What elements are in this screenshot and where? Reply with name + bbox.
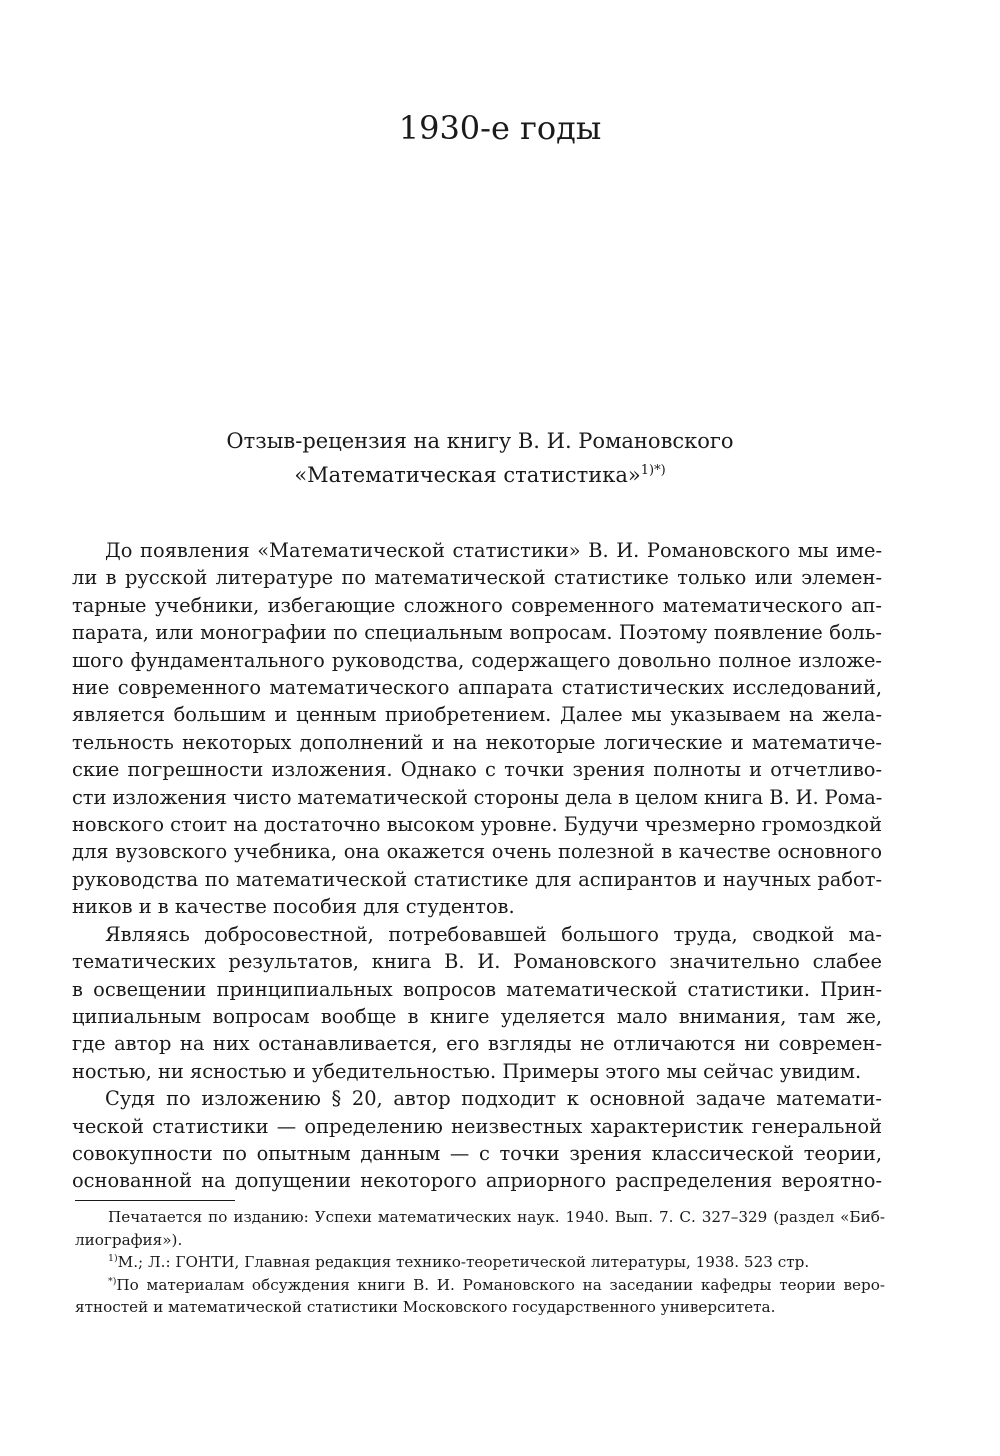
section-title: 1930-е годы: [398, 109, 602, 147]
text-line: основанной на допущении некоторого априорного распределения вероятно-: [72, 1169, 882, 1193]
text-line: совокупности по опытным данным — с точки зрения классической теории,: [72, 1141, 882, 1165]
footnote-line: [75, 1274, 885, 1297]
footnote-source: [75, 1206, 885, 1251]
text-line: парата, или монографии по специальным вопросам. Поэтому появление боль-: [72, 621, 882, 645]
article-title: [100, 424, 860, 492]
article-title-line-1: Отзыв-рецензия на книгу В. И. Романовского: [226, 429, 734, 453]
text-line: ностью, ни ясностью и убедительностью. Примеры этого мы сейчас увидим.: [72, 1059, 862, 1083]
text-line: ников и в качестве пособия для студентов.: [72, 895, 515, 919]
article-body: [72, 537, 882, 1195]
text-line: для вузовского учебника, она окажется очень полезной в качестве основного: [72, 840, 882, 864]
article-title-line-2: [100, 458, 860, 492]
paragraph: [72, 921, 882, 1085]
footnote-text: По материалам обсуждения книги В. И. Романовского на заседании кафедры теории веро-: [116, 1275, 885, 1294]
footnote-line: ятностей и математической статистики Московского государственного университета.: [75, 1298, 776, 1316]
footnote-separator: [75, 1200, 235, 1201]
article-title-book-name: «Математическая статистика»: [294, 463, 641, 487]
text-line: тематических результатов, книга В. И. Романовского значительно слабее: [72, 950, 882, 974]
text-line: ли в русской литературе по математической статистике только или элемен-: [72, 566, 882, 590]
paragraph: [72, 1085, 882, 1195]
paragraph: [72, 537, 882, 921]
text-line: в освещении принципиальных вопросов математической статистики. Прин-: [72, 977, 882, 1001]
text-line: новского стоит на достаточно высоком уровне. Будучи чрезмерно громоздкой: [72, 813, 882, 837]
footnote-line: [75, 1251, 885, 1274]
text-line: ческой статистики — определению неизвестных характеристик генеральной: [72, 1114, 882, 1138]
footnote-mark: *): [108, 1275, 117, 1287]
text-line: где автор на них останавливается, его взгляды не отличаются ни современ-: [72, 1032, 882, 1056]
footnotes: [75, 1206, 885, 1319]
footnote-1: [75, 1251, 885, 1274]
footnote-line: Печатается по изданию: Успехи математических наук. 1940. Вып. 7. С. 327–329 (раздел «Биб-: [108, 1208, 885, 1226]
text-line: ципиальным вопросам вообще в книге уделяется мало внимания, там же,: [72, 1004, 882, 1028]
footnote-text: М.; Л.: ГОНТИ, Главная редакция технико-теоретической литературы, 1938. 523 стр.: [117, 1253, 810, 1271]
footnote-2: [75, 1274, 885, 1319]
footnote-line: лиография»).: [75, 1230, 183, 1249]
text-line: шого фундаментального руководства, содержащего довольно полное изложе-: [72, 648, 882, 672]
text-line: ние современного математического аппарата статистических исследований,: [72, 676, 882, 700]
text-line: сти изложения чисто математической стороны дела в целом книга В. И. Рома-: [72, 785, 883, 809]
footnote-mark: 1): [108, 1252, 118, 1264]
article-title-footnote-marks: 1)*): [640, 463, 666, 478]
text-line: До появления «Математической статистики» В. И. Романовского мы име-: [105, 539, 882, 562]
text-line: руководства по математической статистике для аспирантов и научных работ-: [72, 867, 882, 891]
text-line: тельность некоторых дополнений и на некоторые логические и математиче-: [72, 730, 882, 754]
text-line: ские погрешности изложения. Однако с точки зрения полноты и отчетливо-: [72, 758, 882, 782]
text-line: Являясь добросовестной, потребовавшей большого труда, сводкой ма-: [105, 922, 882, 946]
text-line: Судя по изложению § 20, автор подходит к основной задаче математи-: [105, 1087, 882, 1111]
text-line: является большим и ценным приобретением. Далее мы указываем на жела-: [72, 703, 882, 727]
text-line: тарные учебники, избегающие сложного современного математического ап-: [72, 593, 882, 617]
